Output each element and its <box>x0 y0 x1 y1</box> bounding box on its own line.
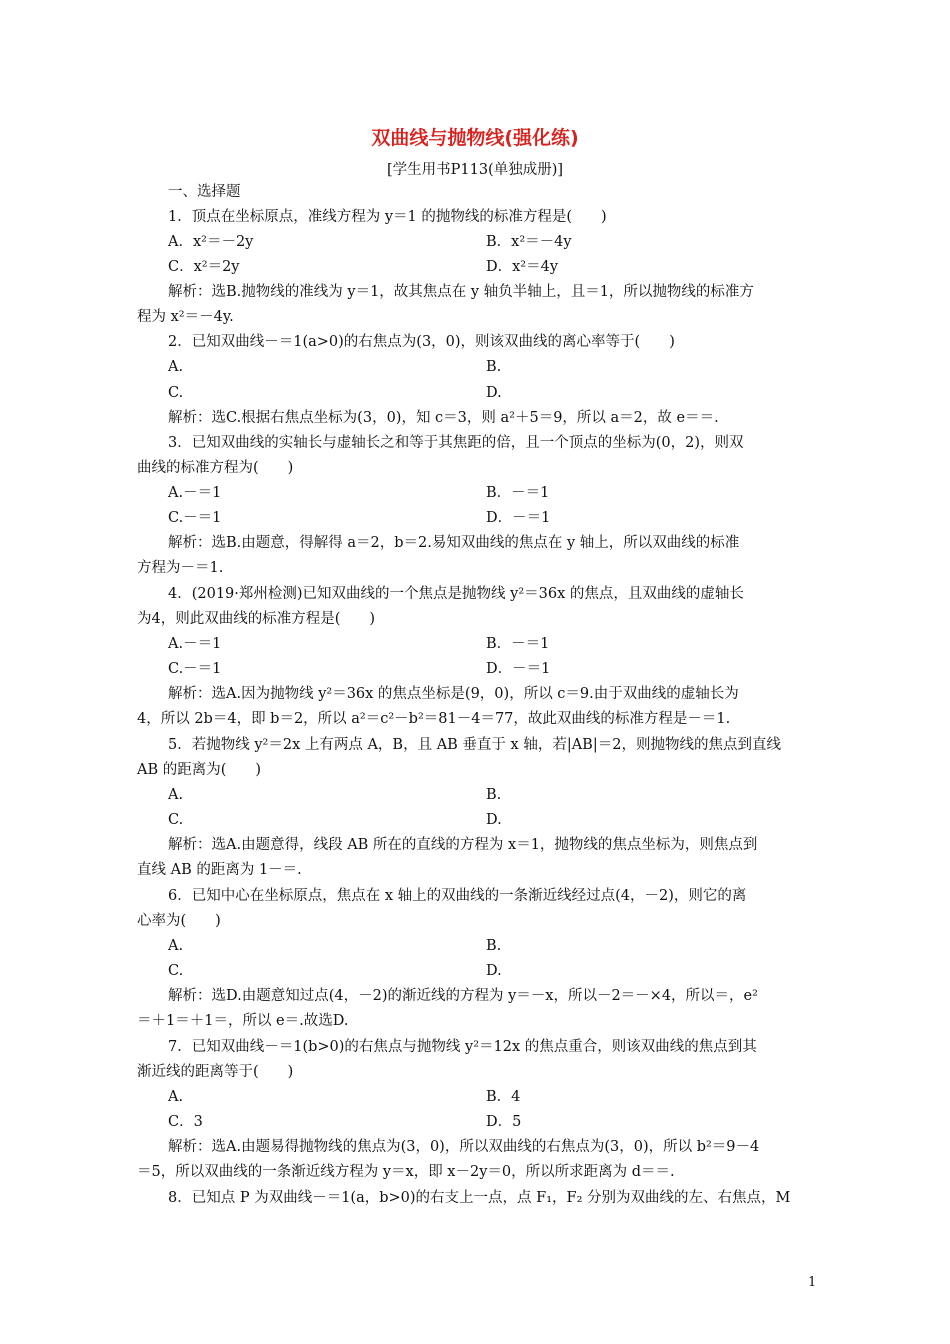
text-line: 解析：选B.抛物线的准线为 y＝1，故其焦点在 y 轴负半轴上，且＝1，所以抛物线的标准方 <box>168 284 754 300</box>
page-number: 1 <box>808 1275 817 1290</box>
text-line: ＝＋1＝＋1＝，所以 e＝.故选D. <box>137 1013 349 1029</box>
text-line: 6．已知中心在坐标原点，焦点在 x 轴上的双曲线的一条渐近线经过点(4，－2)，则它的离 <box>168 888 747 904</box>
text-line: 解析：选B.由题意，得解得 a＝2，b＝2.易知双曲线的焦点在 y 轴上，所以双曲线的标准 <box>168 535 740 551</box>
text-line: AB 的距离为( ) <box>137 762 262 778</box>
option-right: D. <box>486 963 502 979</box>
option-left: C.－＝1 <box>168 661 222 677</box>
text-line: 解析：选A.由题易得抛物线的焦点为(3，0)，所以双曲线的右焦点为(3，0)，所以 b²＝9－4 <box>168 1139 760 1155</box>
option-left: C. <box>168 812 184 828</box>
text-line: 解析：选A.由题意得，线段 AB 所在的直线的方程为 x＝1，抛物线的焦点坐标为，则焦点到 <box>168 837 758 853</box>
option-right: D．5 <box>486 1114 522 1130</box>
option-left: A. <box>168 787 184 803</box>
text-line: 8．已知点 P 为双曲线－＝1(a，b>0)的右支上一点，点 F₁，F₂ 分别为双曲线的左、右焦点，M <box>168 1190 791 1206</box>
option-right: D. <box>486 385 502 401</box>
text-line: 心率为( ) <box>137 913 221 929</box>
text-line: 5．若抛物线 y²＝2x 上有两点 A，B，且 AB 垂直于 x 轴，若|AB|＝2，则抛物线的焦点到直线 <box>168 737 781 753</box>
section-heading: 一、选择题 <box>168 184 241 200</box>
option-left: A．x²＝－2y <box>168 234 254 250</box>
option-left: A.－＝1 <box>168 485 222 501</box>
option-left: A. <box>168 938 184 954</box>
option-left: A. <box>168 359 184 375</box>
option-right: D．－＝1 <box>486 510 551 526</box>
text-line: 3．已知双曲线的实轴长与虚轴长之和等于其焦距的倍，且一个顶点的坐标为(0，2)，则双 <box>168 435 744 451</box>
option-right: D．x²＝4y <box>486 259 559 275</box>
option-right: B．x²＝－4y <box>486 234 572 250</box>
option-right: B．－＝1 <box>486 485 550 501</box>
text-line: 4．(2019·郑州检测)已知双曲线的一个焦点是抛物线 y²＝36x 的焦点，且双曲线的虚轴长 <box>168 586 744 602</box>
option-left: C．x²＝2y <box>168 259 240 275</box>
option-right: B．4 <box>486 1089 521 1105</box>
text-line: 4，所以 2b＝4，即 b＝2，所以 a²＝c²－b²＝81－4＝77，故此双曲线的标准方程是－＝1. <box>137 711 731 727</box>
text-line: 2．已知双曲线－＝1(a>0)的右焦点为(3，0)，则该双曲线的离心率等于( ) <box>168 334 675 350</box>
option-right: B. <box>486 787 502 803</box>
text-line: 解析：选C.根据右焦点坐标为(3，0)，知 c＝3，则 a²＋5＝9，所以 a＝2，故 e＝＝. <box>168 410 719 426</box>
option-right: B．－＝1 <box>486 636 550 652</box>
text-line: 解析：选D.由题意知过点(4，－2)的渐近线的方程为 y＝－x，所以－2＝－×4，所以＝，e² <box>168 988 758 1004</box>
option-left: C. <box>168 385 184 401</box>
text-line: 7．已知双曲线－＝1(b>0)的右焦点与抛物线 y²＝12x 的焦点重合，则该双曲线的焦点到其 <box>168 1039 757 1055</box>
option-left: C. <box>168 963 184 979</box>
option-left: C．3 <box>168 1114 203 1130</box>
option-left: A. <box>168 1089 184 1105</box>
option-right: D. <box>486 812 502 828</box>
page-subtitle: [学生用书P113(单独成册)] <box>386 162 564 178</box>
text-line: 直线 AB 的距离为 1－＝. <box>137 862 302 878</box>
option-left: A.－＝1 <box>168 636 222 652</box>
text-line: ＝5，所以双曲线的一条渐近线方程为 y＝x，即 x－2y＝0，所以所求距离为 d＝＝. <box>137 1164 675 1180</box>
text-line: 解析：选A.因为抛物线 y²＝36x 的焦点坐标是(9，0)，所以 c＝9.由于双曲线的虚轴长为 <box>168 686 739 702</box>
text-line: 为4，则此双曲线的标准方程是( ) <box>137 611 376 627</box>
option-right: B. <box>486 359 502 375</box>
option-left: C.－＝1 <box>168 510 222 526</box>
text-line: 程为 x²＝－4y. <box>137 309 234 325</box>
text-line: 曲线的标准方程为( ) <box>137 460 294 476</box>
option-right: D．－＝1 <box>486 661 551 677</box>
text-line: 渐近线的距离等于( ) <box>137 1064 294 1080</box>
option-right: B. <box>486 938 502 954</box>
text-line: 1．顶点在坐标原点，准线方程为 y＝1 的抛物线的标准方程是( ) <box>168 209 607 225</box>
text-line: 方程为－＝1. <box>137 560 224 576</box>
page-title: 双曲线与抛物线(强化练) <box>371 127 579 149</box>
